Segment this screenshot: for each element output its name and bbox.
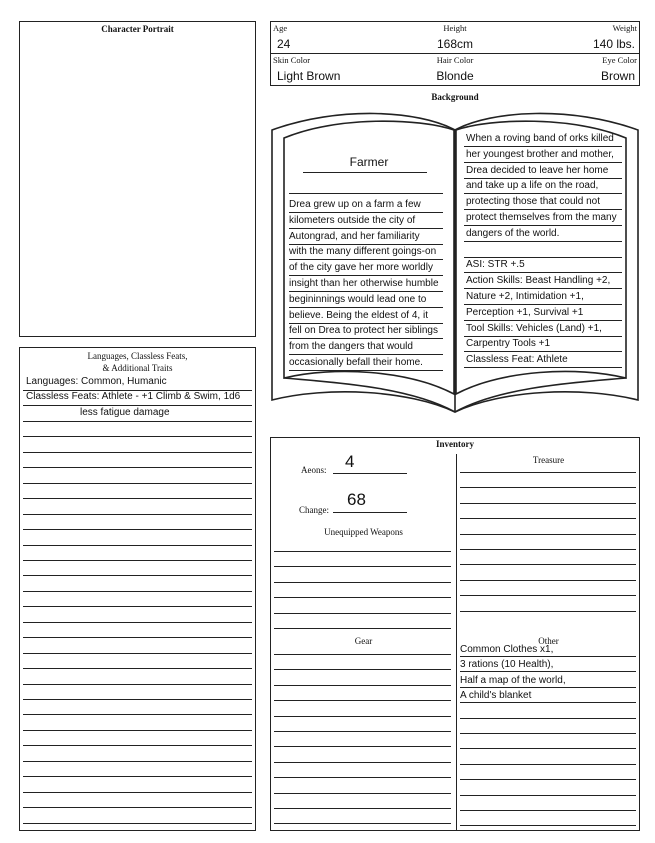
background-text-line: with the many different goings-on [289,246,437,258]
other-text-line: 3 rations (10 Health), [460,659,554,671]
other-line [460,671,636,672]
gear-line [274,793,451,794]
writing-line [23,498,252,499]
eye-label: Eye Color [602,55,637,65]
writing-line [23,529,252,530]
background-text-line: When a roving band of orks killed [466,133,614,144]
change-label: Change: [299,505,329,515]
other-line [460,810,636,811]
background-text-line: Classless Feat: Athlete [466,354,568,366]
background-text-line: Carpentry Tools +1 [466,338,551,350]
background-text-line: Autongrad, and her familiarity [289,230,420,242]
other-text-line: Half a map of the world, [460,674,566,686]
other-text-line: Common Clothes x1, [460,644,554,655]
writing-line [464,162,622,163]
gear-line [274,731,451,732]
inventory-title: Inventory [436,439,474,449]
weapons-line [274,566,451,567]
writing-line [23,575,252,576]
writing-line [23,745,252,746]
treasure-line [460,518,636,519]
writing-line [23,668,252,669]
skin-label: Skin Color [273,55,311,65]
background-text-line: Drea grew up on a farm a few [289,199,421,210]
eye-value[interactable]: Brown [600,69,635,83]
other-line [460,825,636,826]
writing-line [289,259,443,260]
other-line [460,702,636,703]
character-portrait-box[interactable] [19,21,256,337]
weight-value[interactable]: 140 lbs. [592,37,635,51]
other-line [460,779,636,780]
writing-line [289,275,443,276]
traits-box[interactable] [19,347,256,831]
writing-line [289,228,443,229]
writing-line [464,320,622,321]
background-text-line: Nature +2, Intimidation +1, [466,291,584,302]
unequipped-weapons-title: Unequipped Weapons [324,527,403,537]
aeons-value[interactable]: 4 [345,452,355,471]
writing-line [23,452,252,453]
writing-line [289,370,443,371]
treasure-line [460,611,636,612]
writing-line [464,193,622,194]
writing-line [289,212,443,213]
aeons-label: Aeons: [301,465,327,475]
age-label: Age [273,23,288,33]
writing-line [289,323,443,324]
background-text-line: begininnings would lead one to [289,293,427,305]
traits-title-line1: Languages, Classless Feats, [87,351,188,361]
treasure-line [460,472,636,473]
weapons-line [274,628,451,629]
age-value[interactable]: 24 [277,37,291,51]
background-text-line: believe. Being the eldest of 4, it [289,309,428,321]
other-line [460,718,636,719]
background-text-line: Tool Skills: Vehicles (Land) +1, [466,322,602,334]
writing-line [23,792,252,793]
background-text-line: occasionally befall their home. [289,357,423,368]
writing-line [464,367,622,368]
writing-line [289,193,443,194]
writing-line [464,209,622,210]
gear-line [274,808,451,809]
writing-line [23,714,252,715]
weight-label: Weight [612,23,637,33]
hair-value[interactable]: Blonde [436,69,474,83]
writing-line [23,622,252,623]
writing-line [23,776,252,777]
weapons-line [274,597,451,598]
background-text-line: and take up a life on the road, [466,180,599,192]
writing-line [23,606,252,607]
writing-line [464,272,622,273]
change-value[interactable]: 68 [347,490,366,509]
treasure-line [460,549,636,550]
writing-line [289,307,443,308]
writing-line [23,761,252,762]
background-text-line: protect themselves from the many [466,212,617,223]
writing-line [23,699,252,700]
gear-line [274,700,451,701]
traits-title-line2: & Additional Traits [102,363,173,373]
writing-line [464,225,622,226]
weapons-line [274,551,451,552]
writing-line [464,336,622,337]
writing-line [23,421,252,422]
background-title: Background [431,92,479,102]
other-text-line: A child's blanket [460,690,532,702]
background-text-line: Drea decided to leave her home [466,164,609,176]
other-line [460,656,636,657]
treasure-line [460,503,636,504]
writing-line [23,591,252,592]
writing-line [23,807,252,808]
writing-line [464,257,622,258]
skin-value[interactable]: Light Brown [277,69,341,83]
writing-line [23,514,252,515]
background-text-line: fell on Drea to protect her siblings [289,325,438,337]
other-line [460,687,636,688]
other-line [460,733,636,734]
writing-line [464,178,622,179]
height-value[interactable]: 168cm [436,37,474,51]
aeons-underline [333,473,407,474]
stats-box [270,21,640,86]
writing-line [23,823,252,824]
writing-line [23,560,252,561]
writing-line [23,467,252,468]
background-text-line: Perception +1, Survival +1 [466,306,584,318]
background-text-line: protecting those that could not [466,196,600,208]
height-label: Height [443,23,467,33]
writing-line [289,354,443,355]
writing-line [23,637,252,638]
writing-line [464,288,622,289]
weapons-line [274,582,451,583]
writing-line [289,244,443,245]
writing-line [464,241,622,242]
other-line [460,795,636,796]
trait-text-line: Classless Feats: Athlete - +1 Climb & Swim, 1d6 [26,391,241,403]
trait-text-line: Languages: Common, Humanic [26,376,167,387]
writing-line [464,304,622,305]
writing-line [464,146,622,147]
gear-line [274,777,451,778]
writing-line [289,291,443,292]
writing-line [289,338,443,339]
change-underline [333,512,407,513]
gear-title: Gear [354,636,373,646]
hair-label: Hair Color [436,55,474,65]
trait-text-line: less fatigue damage [80,406,170,418]
treasure-line [460,580,636,581]
background-text-line: from the dangers that would [289,341,413,353]
other-line [460,764,636,765]
treasure-line [460,595,636,596]
background-text-line: insight than her otherwise humble [289,278,439,289]
writing-line [23,730,252,731]
gear-line [274,823,451,824]
background-heading: Farmer [349,155,389,169]
gear-line [274,746,451,747]
writing-line [23,684,252,685]
writing-line [464,351,622,352]
other-line [460,748,636,749]
weapons-line [274,613,451,614]
background-text-line: Action Skills: Beast Handling +2, [466,275,611,287]
treasure-line [460,564,636,565]
other-title: Other [538,636,559,646]
gear-line [274,685,451,686]
treasure-title: Treasure [532,455,565,465]
stats-divider [271,53,639,54]
background-text-line: kilometers outside the city of [289,214,416,226]
background-text-line: her youngest brother and mother, [466,148,614,160]
gear-line [274,654,451,655]
gear-line [274,669,451,670]
gear-line [274,762,451,763]
treasure-line [460,487,636,488]
inventory-box [270,437,640,831]
writing-line [23,545,252,546]
background-text-line: ASI: STR +.5 [466,259,525,271]
writing-line [23,653,252,654]
background-text-line: of the city gave her more worldly [289,262,433,274]
writing-line [23,483,252,484]
treasure-line [460,534,636,535]
heading-underline [303,172,427,173]
gear-line [274,716,451,717]
writing-line [23,436,252,437]
portrait-title: Character Portrait [101,24,174,34]
background-text-line: dangers of the world. [466,227,560,239]
